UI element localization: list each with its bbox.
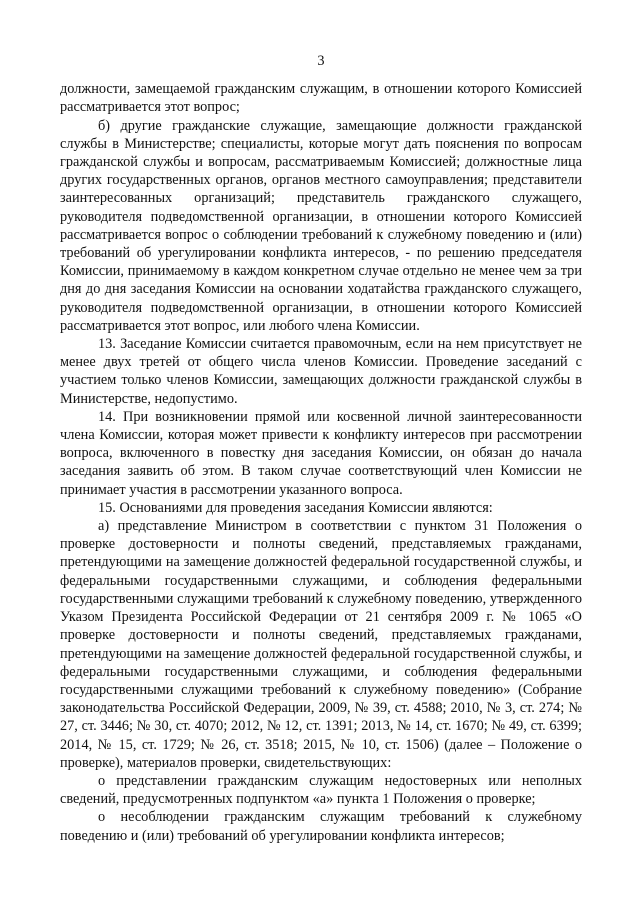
paragraph-sub-item-1: о представлении гражданским служащим недостоверных или неполных сведений, предусмотренных подпунктом «а» пункта 1 Положения о проверке; — [60, 772, 582, 808]
paragraph-item-b: б) другие гражданские служащие, замещающие должности гражданской службы в Министерстве; специалисты, которые могут дать пояснения по вопросам гражданской службы и вопросам, рассматриваемым Комиссией; должностные лица других государственных органов, органов местного самоуправления; представители заинтересованных организаций; представитель гражданского служащего, руководителя подведомственной организации, в отношении которого Комиссией рассматривается вопрос о соблюдении требований к служебному поведению и (или) требований об урегулировании конфликта интересов, - по решению председателя Комиссии, принимаемому в каждом конкретном случае отдельно не менее чем за три дня до дня заседания Комиссии на основании ходатайства гражданского служащего, руководителя подведомственной организации, в отношении которого Комиссией рассматривается этот вопрос, или любого члена Комиссии. — [60, 117, 582, 334]
paragraph-15-item-a: а) представление Министром в соответствии с пунктом 31 Положения о проверке достоверности и полноты сведений, представляемых гражданами, претендующими на замещение должностей федеральной государственной службы, и федеральными государственными служащими, и соблюдения федеральными государственными служащими требований к служебному поведению, утвержденного Указом Президента Российской Федерации от 21 сентября 2009 г. № 1065 «О проверке достоверности и полноты сведений, представляемых гражданами, претендующими на замещение должностей федеральной государственной службы, и федеральными государственными служащими, и соблюдения федеральными государственными служащими требований к служебному поведению» (Собрание законодательства Российской Федерации, 2009, № 39, ст. 4588; 2010, № 3, ст. 274; № 27, ст. 3446; № 30, ст. 4070; 2012, № 12, ст. 1391; 2013, № 14, ст. 1670; № 49, ст. 6399; 2014, № 15, ст. 1729; № 26, ст. 3518; 2015, № 10, ст. 1506) (далее – Положение о проверке), материалов проверки, свидетельствующих: — [60, 518, 582, 771]
document-page — [60, 52, 582, 845]
paragraph-continuation: должности, замещаемой гражданским служащим, в отношении которого Комиссией рассматривается этот вопрос; — [60, 81, 582, 116]
paragraph-14: 14. При возникновении прямой или косвенной личной заинтересованности члена Комиссии, которая может привести к конфликту интересов при рассмотрении вопроса, включенного в повестку дня заседания Комиссии, он обязан до начала заседания заявить об этом. В таком случае соответствующий член Комиссии не принимает участия в рассмотрении указанного вопроса. — [60, 408, 582, 498]
page-number: 3 — [317, 53, 325, 69]
paragraph-sub-item-2: о несоблюдении гражданским служащим требований к служебному поведению и (или) требований об урегулировании конфликта интересов; — [60, 809, 582, 844]
paragraph-13: 13. Заседание Комиссии считается правомочным, если на нем присутствует не менее двух третей от общего числа членов Комиссии. Проведение заседаний с участием только членов Комиссии, замещающих должности гражданской службы в Министерстве, недопустимо. — [60, 336, 582, 407]
paragraph-15: 15. Основаниями для проведения заседания Комиссии являются: — [98, 499, 493, 516]
